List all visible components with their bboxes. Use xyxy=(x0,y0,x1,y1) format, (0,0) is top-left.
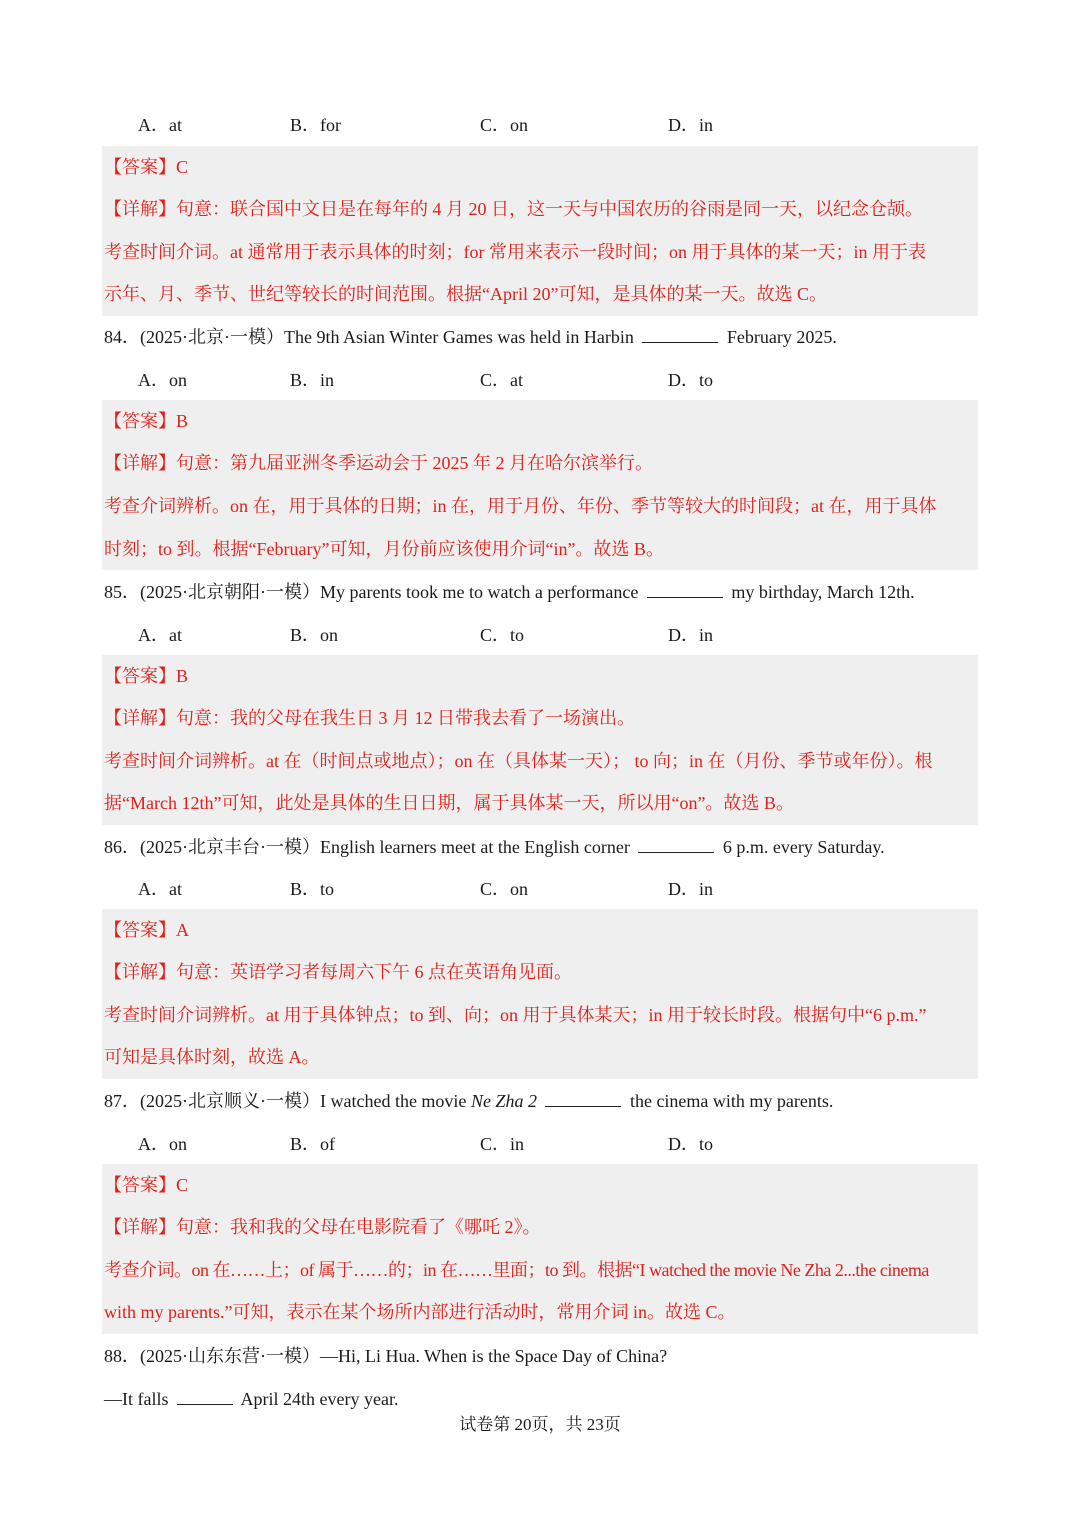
q85-stem xyxy=(104,581,915,603)
q85-detail-2: 考查时间介词辨析。at 在（时间点或地点）；on 在（具体某一天）； to 向；in 在（月份、季节或年份）。根 xyxy=(104,751,933,771)
q84-detail-2: 考查介词辨析。on 在，用于具体的日期；in 在，用于月份、年份、季节等较大的时间段；at 在，用于具体 xyxy=(104,496,937,516)
q86-detail-2: 考查时间介词辨析。at 用于具体钟点；to 到、向；on 用于具体某天；in 用于较长时段。根据句中“6 p.m.” xyxy=(104,1005,927,1025)
q88-reply-prefix: —It falls xyxy=(104,1389,169,1409)
q84-stem xyxy=(104,326,837,348)
q86-option-d: D．in xyxy=(668,879,713,899)
q83-answer: 【答案】C xyxy=(104,157,189,177)
q84-options xyxy=(104,369,978,393)
q83-option-c: C．on xyxy=(480,115,529,135)
q85-answer: 【答案】B xyxy=(104,666,189,686)
q85-options xyxy=(104,624,978,648)
page-footer: 试卷第 20页，共 23页 xyxy=(459,1415,621,1434)
q83-answer-box xyxy=(102,146,978,316)
q87-stem-suffix: the cinema with my parents. xyxy=(629,1091,834,1111)
q87-blank xyxy=(545,1092,621,1107)
q86-detail-3: 可知是具体时刻，故选 A。 xyxy=(104,1047,320,1067)
q85-option-a: A．at xyxy=(138,625,182,645)
q87-option-b: B．of xyxy=(290,1134,335,1154)
q84-option-b: B．in xyxy=(290,370,335,390)
q84-blank xyxy=(642,328,718,343)
q86-detail-1: 【详解】句意：英语学习者每周六下午 6 点在英语角见面。 xyxy=(104,962,572,982)
q87-answer-box xyxy=(102,1164,978,1334)
q85-detail-1: 【详解】句意：我的父母在我生日 3 月 12 日带我去看了一场演出。 xyxy=(104,708,635,728)
q87-option-d: D．to xyxy=(668,1134,713,1154)
q86-answer-box xyxy=(102,909,978,1079)
q87-detail-1: 【详解】句意：我和我的父母在电影院看了《哪吒 2》。 xyxy=(104,1217,541,1237)
q84-answer-box xyxy=(102,400,978,570)
q88-reply xyxy=(104,1388,398,1410)
q83-detail-1: 【详解】句意：联合国中文日是在每年的 4 月 20 日，这一天与中国农历的谷雨是同一天，以纪念仓颉。 xyxy=(104,199,923,219)
q87-option-a: A．on xyxy=(138,1134,187,1154)
q86-blank xyxy=(638,838,714,853)
q84-detail-3: 时刻；to 到。根据“February”可知，月份前应该使用介词“in”。故选 B。 xyxy=(104,539,664,559)
q86-option-a: A．at xyxy=(138,879,182,899)
q85-answer-box xyxy=(102,655,978,825)
q87-options xyxy=(104,1133,978,1157)
q86-answer: 【答案】A xyxy=(104,920,189,940)
q84-answer: 【答案】B xyxy=(104,411,189,431)
q86-stem-suffix: 6 p.m. every Saturday. xyxy=(722,837,885,857)
q85-option-d: D．in xyxy=(668,625,713,645)
q85-stem-prefix: 85．(2025·北京朝阳·一模）My parents took me to watch a performance xyxy=(104,582,639,602)
q84-option-a: A．on xyxy=(138,370,187,390)
q83-option-d: D．in xyxy=(668,115,713,135)
q83-option-b: B．for xyxy=(290,115,341,135)
q88-reply-suffix: April 24th every year. xyxy=(240,1389,399,1409)
q88-stem: 88．(2025·山东东营·一模）—Hi, Li Hua. When is the Space Day of China? xyxy=(104,1346,668,1366)
q83-options xyxy=(104,114,978,138)
q85-option-b: B．on xyxy=(290,625,339,645)
q85-blank xyxy=(647,583,723,598)
q86-option-c: C．on xyxy=(480,879,529,899)
q84-option-d: D．to xyxy=(668,370,713,390)
q85-stem-suffix: my birthday, March 12th. xyxy=(731,582,915,602)
q87-option-c: C．in xyxy=(480,1134,525,1154)
q84-stem-prefix: 84．(2025·北京·一模）The 9th Asian Winter Games was held in Harbin xyxy=(104,327,634,347)
q87-detail-2: 考查介词。on 在……上；of 属于……的；in 在……里面；to 到。根据“I watched the movie Ne Zha 2...the cinema xyxy=(104,1260,929,1280)
q83-detail-2: 考查时间介词。at 通常用于表示具体的时刻；for 常用来表示一段时间；on 用于具体的某一天；in 用于表 xyxy=(104,242,926,262)
q84-option-c: C．at xyxy=(480,370,523,390)
q86-options xyxy=(104,878,978,902)
q84-stem-suffix: February 2025. xyxy=(726,327,837,347)
q84-detail-1: 【详解】句意：第九届亚洲冬季运动会于 2025 年 2 月在哈尔滨举行。 xyxy=(104,453,653,473)
q86-option-b: B．to xyxy=(290,879,335,899)
q87-stem-prefix: 87．(2025·北京顺义·一模）I watched the movie xyxy=(104,1091,467,1111)
q87-movie-title: Ne Zha 2 xyxy=(470,1091,537,1111)
q86-stem xyxy=(104,836,885,858)
q83-option-a: A．at xyxy=(138,115,182,135)
q85-detail-3: 据“March 12th”可知，此处是具体的生日日期，属于具体某一天，所以用“on”。故选 B。 xyxy=(104,793,794,813)
q85-option-c: C．to xyxy=(480,625,525,645)
q87-detail-3: with my parents.”可知，表示在某个场所内部进行活动时，常用介词 in。故选 C。 xyxy=(104,1302,736,1322)
q88-blank xyxy=(177,1390,233,1405)
q86-stem-prefix: 86．(2025·北京丰台·一模）English learners meet at the English corner xyxy=(104,837,630,857)
q87-answer: 【答案】C xyxy=(104,1175,189,1195)
q83-detail-3: 示年、月、季节、世纪等较长的时间范围。根据“April 20”可知，是具体的某一天。故选 C。 xyxy=(104,284,827,304)
q87-stem xyxy=(104,1090,833,1112)
